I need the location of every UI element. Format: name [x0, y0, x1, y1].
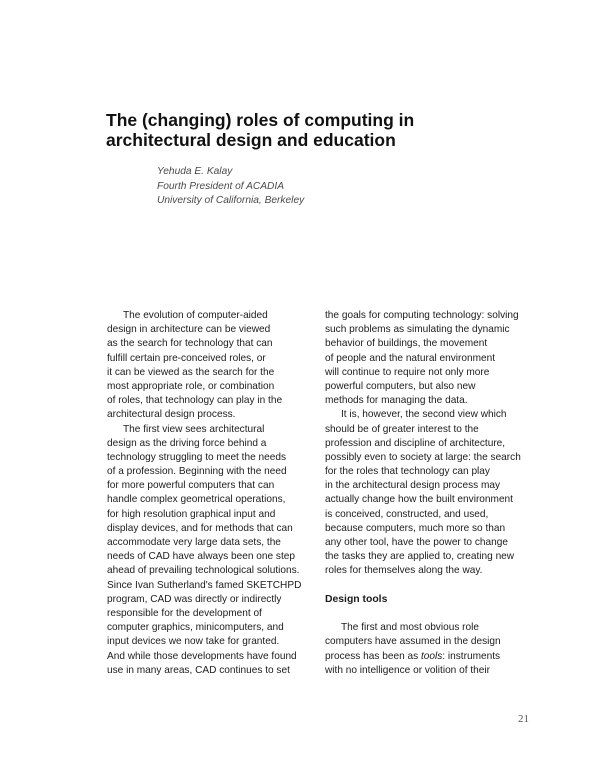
text-line: use in many areas, CAD continues to set — [107, 664, 290, 676]
text-line: It is, however, the second view which — [341, 409, 507, 421]
text-run: : instruments — [442, 650, 501, 662]
text-line: needs of CAD have always been one step — [107, 551, 295, 563]
text-line: is conceived, constructed, and used, — [325, 508, 489, 520]
text-line: of roles, that technology can play in the — [107, 395, 283, 407]
author-affiliation: University of California, Berkeley — [157, 195, 305, 206]
text-line: methods for managing the data. — [325, 395, 468, 407]
text-line: most appropriate role, or combination — [107, 380, 275, 392]
section-heading: Design tools — [325, 593, 388, 605]
text-line: for more powerful computers that can — [107, 480, 275, 492]
text-line: design as the driving force behind a — [107, 437, 267, 449]
text-line — [325, 650, 530, 664]
text-line: The first and most obvious role — [341, 622, 480, 634]
text-line: architectural design process. — [107, 409, 236, 421]
text-line: ahead of prevailing technological solutions. — [107, 565, 300, 577]
text-line: technology struggling to meet the needs — [107, 451, 287, 463]
text-line: profession and discipline of architecture, — [325, 437, 506, 449]
text-line: computer graphics, minicomputers, and — [107, 622, 284, 634]
text-line: as the search for technology that can — [107, 338, 273, 350]
text-line: possibly even to society at large: the search — [325, 451, 521, 463]
title-line: The (changing) roles of computing in — [106, 110, 415, 130]
text-run: process has been as — [325, 650, 419, 662]
text-line: with no intelligence or volition of their — [325, 664, 490, 676]
text-line: of people and the natural environment — [325, 352, 496, 364]
paragraph-gap — [325, 579, 530, 593]
text-line: powerful computers, but also new — [325, 380, 476, 392]
text-line: the tasks they are applied to, creating new — [325, 551, 515, 563]
text-line: for the roles that technology can play — [325, 466, 490, 478]
right-column — [325, 309, 530, 678]
page-number: 21 — [518, 713, 529, 725]
paragraph-gap — [325, 607, 530, 621]
text-line: will continue to require not only more — [325, 366, 490, 378]
paper-title — [106, 110, 526, 150]
text-line: for high resolution graphical input and — [107, 508, 276, 520]
text-line: handle complex geometrical operations, — [107, 494, 286, 506]
text-line: any other tool, have the power to change — [325, 537, 508, 548]
text-line: in the architectural design process may — [325, 480, 501, 492]
text-line: display devices, and for methods that can — [107, 522, 293, 534]
text-line: Since Ivan Sutherland's famed SKETCHPD — [107, 579, 302, 591]
text-line: it can be viewed as the search for the — [107, 366, 275, 378]
author-position: Fourth President of ACADIA — [157, 180, 285, 192]
text-line: computers have assumed in the design — [325, 636, 501, 648]
left-column — [107, 309, 307, 678]
text-line: of a profession. Beginning with the need — [107, 466, 287, 478]
text-line: should be of greater interest to the — [325, 423, 479, 435]
text-line: accommodate very large data sets, the — [107, 537, 281, 548]
text-line: The first view sees architectural — [123, 423, 265, 435]
title-line: architectural design and education — [106, 130, 396, 150]
text-line: responsible for the development of — [107, 607, 262, 619]
text-line: design in architecture can be viewed — [107, 324, 271, 336]
text-line: roles for themselves along the way. — [325, 565, 483, 577]
text-line: input devices we now take for granted. — [107, 636, 280, 648]
text-line: such problems as simulating the dynamic — [325, 324, 510, 336]
text-line: program, CAD was directly or indirectly — [107, 593, 282, 605]
author-name: Yehuda E. Kalay — [157, 166, 233, 177]
text-line: because computers, much more so than — [325, 522, 506, 534]
text-line: the goals for computing technology: solving — [325, 310, 519, 321]
text-line: actually change how the built environment — [325, 494, 513, 506]
text-line: fulfill certain pre-conceived roles, or — [107, 352, 266, 364]
text-line: behavior of buildings, the movement — [325, 338, 488, 350]
author-block — [157, 165, 304, 209]
text-line: The evolution of computer-aided — [123, 310, 268, 321]
emphasis-tools: tools — [420, 650, 443, 662]
text-line: And while those developments have found — [107, 650, 297, 662]
